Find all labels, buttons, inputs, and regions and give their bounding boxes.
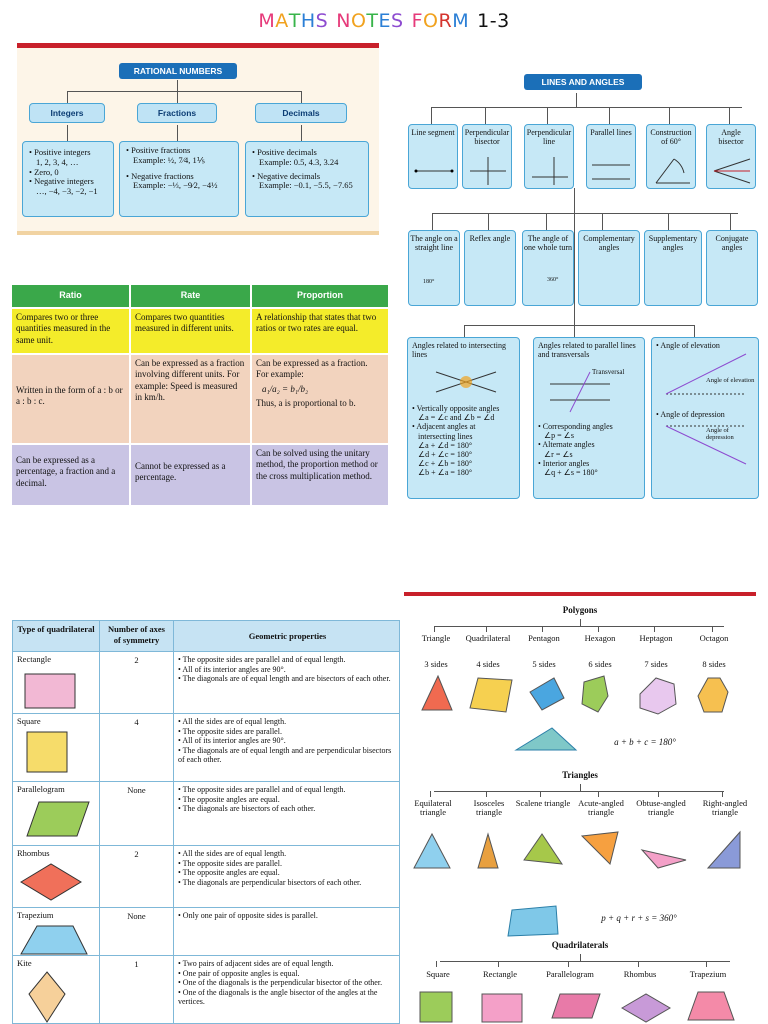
quad-props [173, 782, 400, 845]
triangle-name: Obtuse-angled triangle [636, 798, 686, 818]
title-letter: T [366, 10, 379, 32]
quad-sum: p + q + r + s = 360° [601, 913, 677, 923]
polygon-shape [694, 674, 738, 716]
title-letter: M [258, 10, 276, 32]
lines-card-figure [590, 157, 634, 185]
angles-card-label: Complementary angles [583, 234, 635, 253]
triangle-name: Acute-angled triangle [578, 798, 624, 818]
quad-type-shape [418, 988, 470, 1024]
angles-card [644, 230, 702, 306]
quad-prop: • One of the diagonals is the angle bisector of the angles at the vertices. [178, 987, 378, 1007]
angles-card-label: Reflex angle [469, 234, 511, 243]
rational-header: RATIONAL NUMBERS [119, 63, 237, 79]
quad-type-name: Square [426, 969, 450, 979]
triangle-shape [468, 830, 516, 872]
quad-prop: • The diagonals are of equal length and are bisectors of each other. [178, 674, 391, 684]
quad-prop: • The opposite sides are parallel and of equal length. [178, 785, 346, 794]
polygon-sides: 6 sides [588, 659, 612, 669]
polygon-sides: 4 sides [476, 659, 500, 669]
lines-card-label: Parallel lines [590, 128, 632, 137]
polygon-shape [636, 674, 680, 716]
col-type: Type of quadrilateral [13, 621, 99, 651]
angles-card-label: Supplementary angles [648, 234, 698, 253]
quad-row [13, 781, 400, 845]
quad-prop: • All of its interior angles are 90°. [178, 736, 286, 746]
integers-label: Integers [29, 103, 105, 123]
quad-prop: • The diagonals are perpendicular bisectors of each other. [178, 877, 362, 887]
quad-axes: 2 [99, 652, 173, 713]
triangle-name: Scalene triangle [515, 798, 571, 808]
quad-axes: 2 [99, 846, 173, 907]
title-letter: F [411, 10, 424, 32]
lines-card-label: Perpendicular line [526, 128, 572, 147]
proportion-header: Proportion [252, 285, 388, 307]
quad-shape [17, 860, 93, 914]
triangle-shape [522, 830, 570, 872]
col-axes: Number of axes of symmetry [99, 621, 173, 651]
quad-prop: • The opposite sides are parallel. [178, 858, 282, 868]
ratio-form: Written in the form of a : b or a : b : c. [12, 355, 129, 443]
triangle-shape [412, 830, 460, 872]
angles-card-label: Conjugate angles [715, 234, 749, 253]
red-rule [404, 592, 756, 596]
fractions-label: Fractions [137, 103, 217, 123]
title-letter: S [315, 10, 329, 32]
title-letter: - [489, 10, 498, 32]
lines-header: LINES AND ANGLES [524, 74, 642, 90]
quad-type-name: Trapezium [689, 969, 727, 979]
quad-props [173, 908, 400, 955]
quad-type-shape [688, 988, 740, 1024]
quad-type-name: Rhombus [623, 969, 657, 979]
polygon-shape [580, 674, 624, 716]
integers-box: • Positive integers 1, 2, 3, 4, … • Zero, 0 • Negative integers …, −4, −3, −2, −1 [22, 141, 114, 217]
polygon-shape [468, 674, 512, 716]
quad-name: Trapezium [17, 910, 54, 920]
angles-card [706, 230, 758, 306]
decimals-box: • Positive decimals Example: 0.5, 4.3, 3.24 • Negative decimals Example: −0.1, −5.5, −7.65 [245, 141, 369, 217]
lines-card [646, 124, 696, 189]
lines-card-figure [412, 157, 456, 185]
polygon-name: Octagon [699, 633, 729, 643]
lines-card-figure [710, 157, 754, 185]
triangle-sum: a + b + c = 180° [614, 737, 676, 747]
quad-name: Square [17, 716, 41, 726]
ratio-table [12, 285, 388, 505]
quad-props [173, 846, 400, 907]
angle-180-label: 180° [423, 279, 435, 285]
quad-type-name: Rectangle [483, 969, 517, 979]
quad-name: Rhombus [17, 848, 50, 858]
triangle-shape [704, 830, 752, 872]
proportion-form: Can be expressed as a fraction. For example: a₁/a₂ = b₁/b₂ Thus, a is proportional to b. [252, 355, 388, 443]
quad-axes: 1 [99, 956, 173, 1024]
quad-type-shape [620, 988, 672, 1024]
quad-prop: • The diagonals are of equal length and are perpendicular bisectors of each other. [178, 745, 392, 765]
angles-card-label: The angle of one whole turn [524, 234, 572, 253]
quad-props [173, 652, 400, 713]
title-letter: E [378, 10, 392, 32]
quad-prop: • Two pairs of adjacent sides are of equal length. [178, 959, 334, 968]
rate-def: Compares two quantities measured in different units. [131, 309, 250, 353]
title-letter: O [423, 10, 439, 32]
quad-prop: • Only one pair of opposite sides is parallel. [178, 911, 318, 920]
col-props: Geometric properties [173, 621, 400, 651]
ratio-header: Ratio [12, 285, 129, 307]
rate-header: Rate [131, 285, 250, 307]
quad-prop: • The opposite angles are equal. [178, 868, 280, 878]
quad-prop: • The opposite sides are parallel and of equal length. [178, 655, 346, 664]
quad-prop: • The diagonals are bisectors of each other. [178, 804, 316, 814]
quad-props [173, 714, 400, 781]
angles-card [578, 230, 640, 306]
triangle-shape [580, 830, 628, 872]
polygon-name: Hexagon [584, 633, 616, 643]
rate-form: Can be expressed as a fraction involving different units. For example: Speed is measured in km/h. [131, 355, 250, 443]
lines-angles-panel [400, 60, 768, 516]
lines-card [586, 124, 636, 189]
title-letter: S [391, 10, 404, 32]
quadrilateral-table [12, 620, 400, 1024]
page-title [0, 10, 768, 32]
polygon-name: Pentagon [528, 633, 560, 643]
quad-row [13, 845, 400, 907]
quad-sum-figure [508, 906, 558, 936]
polygons-title: Polygons [562, 605, 598, 615]
title-letter: T [288, 10, 301, 32]
decimals-label: Decimals [255, 103, 347, 123]
lines-card-figure [528, 157, 572, 185]
quad-axes: None [99, 908, 173, 955]
lines-card [706, 124, 756, 189]
triangle-shape [640, 830, 688, 872]
quadrilaterals-title: Quadrilaterals [551, 940, 609, 950]
angles-card-label: The angle on a straight line [410, 234, 458, 253]
ratio-note: Can be expressed as a percentage, a fraction and a decimal. [12, 445, 129, 505]
polygon-name: Triangle [421, 633, 451, 643]
quad-shape [17, 666, 93, 720]
quad-prop: • All the sides are of equal length. [178, 849, 287, 858]
fractions-box: • Positive fractions Example: ½, 7⁄4, 1⅕ • Negative fractions Example: −⅓, −9⁄2, −4½ [119, 141, 239, 217]
quad-prop: • All the sides are of equal length. [178, 717, 287, 726]
lines-card-label: Construction of 60° [650, 128, 692, 147]
quad-prop: • All of its interior angles are 90°. [178, 664, 286, 674]
lines-card-figure [466, 157, 510, 185]
angles-card [408, 230, 460, 306]
quad-row [13, 955, 400, 1024]
elevation-box: • Angle of elevation Angle of elevation • Angle of depression Angle of depression [651, 337, 759, 499]
quad-row [13, 651, 400, 713]
triangle-name: Equilateral triangle [414, 798, 452, 818]
quad-shape [17, 970, 93, 1024]
quad-name: Rectangle [17, 654, 51, 664]
polygon-sides: 3 sides [424, 659, 448, 669]
polygon-sides: 8 sides [702, 659, 726, 669]
title-letter: 1 [477, 10, 490, 32]
lines-card [524, 124, 574, 189]
quad-axes: 4 [99, 714, 173, 781]
lines-card [408, 124, 458, 189]
quad-type-name: Parallelogram [546, 969, 594, 979]
quad-type-shape [550, 988, 602, 1024]
quad-name: Kite [17, 958, 32, 968]
ratio-def: Compares two or three quantities measured in the same unit. [12, 309, 129, 353]
quad-name: Parallelogram [17, 784, 65, 794]
rational-numbers-panel [17, 43, 379, 235]
quad-axes: None [99, 782, 173, 845]
angle-360-label: 360° [547, 277, 559, 283]
lines-card-figure [650, 157, 694, 185]
lines-card-label: Line segment [411, 128, 455, 137]
rate-note: Cannot be expressed as a percentage. [131, 445, 250, 505]
parallel-transversal-box: Angles related to parallel lines and transversals Transversal • Corresponding angles ∠p = ∠s • Alternate angles ∠r = ∠s • Interior angles ∠q + ∠s = 180° [533, 337, 645, 499]
quad-row [13, 907, 400, 955]
title-letter: H [300, 10, 316, 32]
quad-shape [17, 796, 93, 850]
polygons-panel [404, 592, 756, 1024]
proportion-note: Can be solved using the unitary method, the proportion method or the cross multiplication method. [252, 445, 388, 505]
triangle-name: Right-angled triangle [702, 798, 748, 818]
triangle-name: Isosceles triangle [473, 798, 505, 818]
polygon-shape [524, 674, 568, 716]
quad-row [13, 713, 400, 781]
lines-card [462, 124, 512, 189]
quad-prop: • The opposite angles are equal. [178, 794, 280, 804]
angles-card [522, 230, 574, 306]
polygon-shape [416, 674, 460, 716]
polygon-sides: 5 sides [532, 659, 556, 669]
polygon-sides: 7 sides [644, 659, 668, 669]
title-letter: R [438, 10, 453, 32]
red-rule [17, 43, 379, 48]
lines-card-label: Perpendicular bisector [464, 128, 510, 147]
title-letter: N [336, 10, 351, 32]
angles-card [464, 230, 516, 306]
triangles-title: Triangles [562, 770, 598, 780]
polygon-name: Heptagon [639, 633, 673, 643]
intersecting-lines-box: Angles related to intersecting lines • Vertically opposite angles ∠a = ∠c and ∠b = ∠d • Adjacent angles at intersecting lines ∠a + ∠d = 180° ∠d + ∠c = 180° ∠c + ∠b = 180° ∠b + ∠a = 180° [407, 337, 520, 499]
lines-card-label: Angle bisector [718, 128, 744, 147]
title-letter: O [350, 10, 367, 32]
polygon-name: Quadrilateral [465, 633, 511, 643]
quad-prop: • One pair of opposite angles is equal. [178, 968, 300, 978]
quad-props [173, 956, 400, 1024]
quad-shape [17, 728, 93, 782]
triangle-sum-figure [516, 728, 576, 752]
title-letter: M [452, 10, 470, 32]
title-letter: 3 [497, 10, 510, 32]
quad-type-shape [480, 988, 532, 1024]
quad-prop: • The opposite sides are parallel. [178, 726, 282, 736]
quad-prop: • One of the diagonals is the perpendicular bisector of the other. [178, 978, 383, 988]
title-letter: A [275, 10, 289, 32]
proportion-def: A relationship that states that two ratios or two rates are equal. [252, 309, 388, 353]
